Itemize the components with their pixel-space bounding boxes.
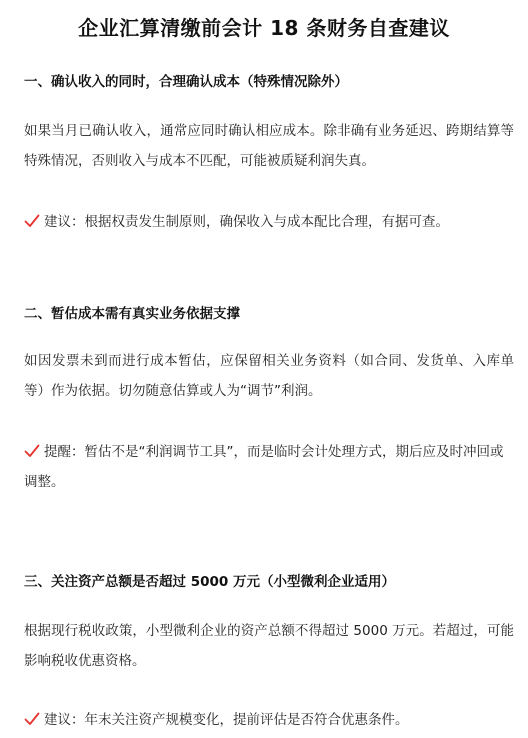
- section-body: 如因发票未到而进行成本暂估，应保留相关业务资料（如合同、发货单、入库单等）作为依据。切勿随意估算或人为“调节”利润。: [24, 353, 514, 399]
- section-tip: [24, 705, 514, 735]
- section-heading: 一、确认收入的同时，合理确认成本（特殊情况除外）: [24, 74, 348, 90]
- section-body: 如果当月已确认收入，通常应同时确认相应成本。除非确有业务延迟、跨期结算等特殊情况，否则收入与成本不匹配，可能被质疑利润失真。: [24, 123, 514, 169]
- section-tip-text: 提醒：暂估不是“利润调节工具”，而是临时会计处理方式，期后应及时冲回或调整。: [24, 444, 504, 490]
- section-tip: [24, 207, 514, 237]
- section-tip-text: 建议：根据权责发生制原则，确保收入与成本配比合理，有据可查。: [44, 214, 449, 230]
- section-heading: 三、关注资产总额是否超过 5000 万元（小型微利企业适用）: [24, 574, 395, 590]
- section-body: 根据现行税收政策，小型微利企业的资产总额不得超过 5000 万元。若超过，可能影响税收优惠资格。: [24, 623, 514, 669]
- page-title: 企业汇算清缴前会计 18 条财务自查建议: [78, 16, 450, 40]
- section-heading: 二、暂估成本需有真实业务依据支撑: [24, 306, 240, 322]
- section-tip-text: 建议：年末关注资产规模变化，提前评估是否符合优惠条件。: [44, 712, 409, 728]
- check-icon: [24, 214, 40, 228]
- check-icon: [24, 444, 40, 458]
- check-icon: [24, 712, 40, 726]
- section-tip: [24, 437, 514, 497]
